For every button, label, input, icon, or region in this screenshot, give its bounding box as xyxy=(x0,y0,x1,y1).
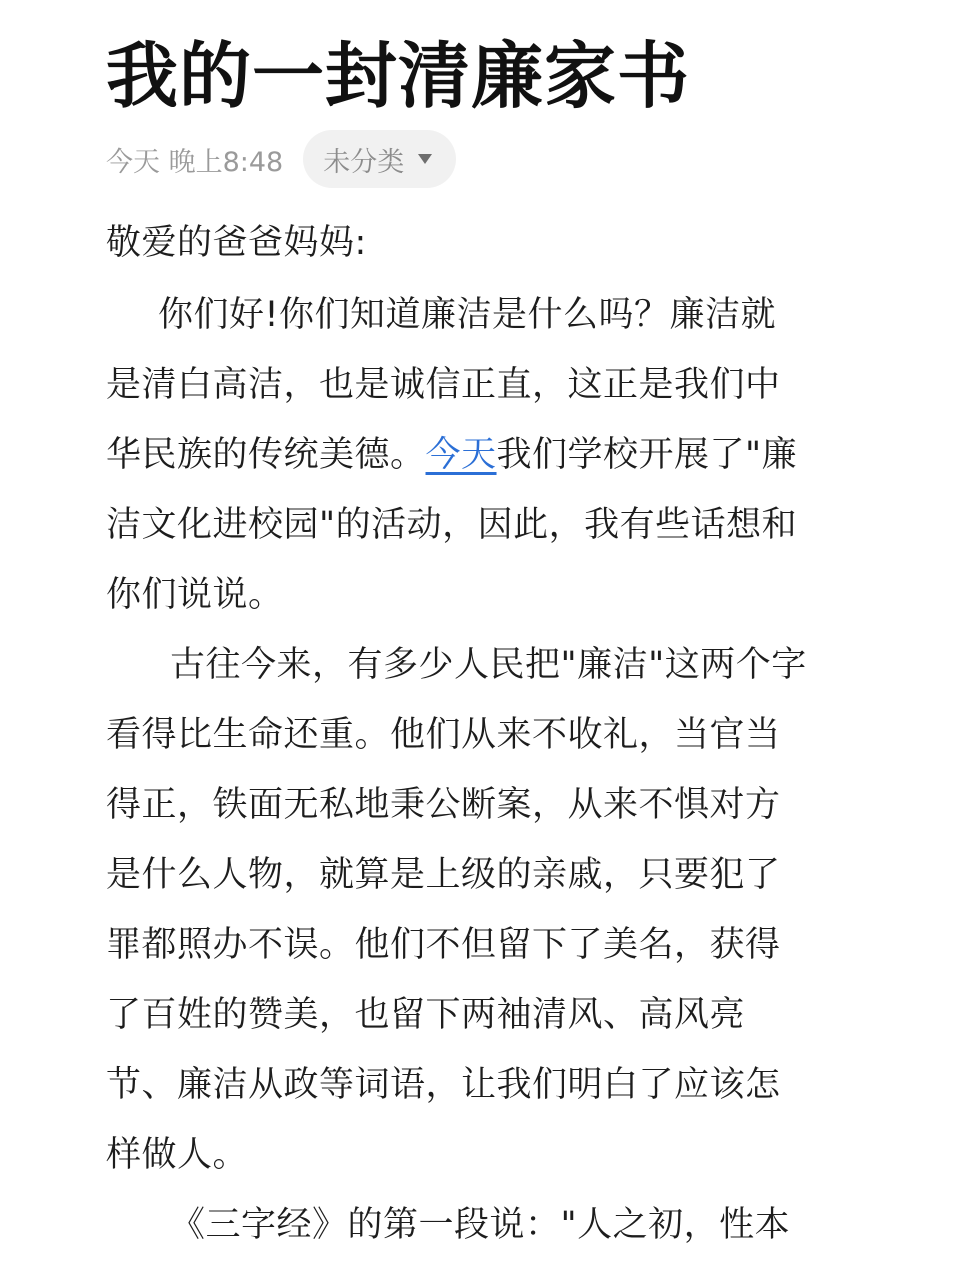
note-meta xyxy=(106,130,456,188)
paragraph-line: 是清白高洁，也是诚信正直，这正是我们中 xyxy=(106,365,781,405)
note-timestamp: 今天 晚上8:48 xyxy=(106,146,284,178)
paragraph-line: 罪都照办不误。他们不但留下了美名，获得 xyxy=(106,925,781,965)
chevron-down-icon xyxy=(418,154,432,164)
paragraph-line: 得正，铁面无私地秉公断案，从来不惧对方 xyxy=(106,785,781,825)
note-title[interactable]: 我的一封清廉家书 xyxy=(106,34,691,118)
date-link[interactable]: 今天 xyxy=(425,435,497,475)
paragraph-text: 华民族的传统美德。 xyxy=(106,435,426,475)
paragraph-text: 我们学校开展了"廉 xyxy=(496,435,798,475)
salutation-line: 敬爱的爸爸妈妈: xyxy=(106,223,367,263)
letter-salutation[interactable] xyxy=(106,208,866,278)
category-label: 未分类 xyxy=(323,146,405,178)
paragraph-line xyxy=(106,420,866,490)
paragraph-line: 节、廉洁从政等词语，让我们明白了应该怎 xyxy=(106,1065,781,1105)
category-dropdown[interactable] xyxy=(303,130,456,188)
letter-paragraph-1[interactable] xyxy=(106,280,866,630)
paragraph-line: 古往今来，有多少人民把"廉洁"这两个字 xyxy=(170,645,807,685)
paragraph-line: 样做人。 xyxy=(106,1135,249,1175)
paragraph-line: 洁文化进校园"的活动，因此，我有些话想和 xyxy=(106,505,798,545)
paragraph-line: 你们好!你们知道廉洁是什么吗？廉洁就 xyxy=(158,295,777,335)
paragraph-line: 你们说说。 xyxy=(106,575,284,615)
letter-paragraph-2[interactable] xyxy=(106,630,866,1190)
letter-paragraph-3[interactable] xyxy=(106,1190,866,1260)
paragraph-line: 是什么人物，就算是上级的亲戚，只要犯了 xyxy=(106,855,781,895)
paragraph-line: 看得比生命还重。他们从来不收礼，当官当 xyxy=(106,715,781,755)
paragraph-line: 了百姓的赞美，也留下两袖清风、高风亮 xyxy=(106,995,746,1035)
paragraph-line: 《三字经》的第一段说："人之初，性本 xyxy=(170,1205,791,1245)
